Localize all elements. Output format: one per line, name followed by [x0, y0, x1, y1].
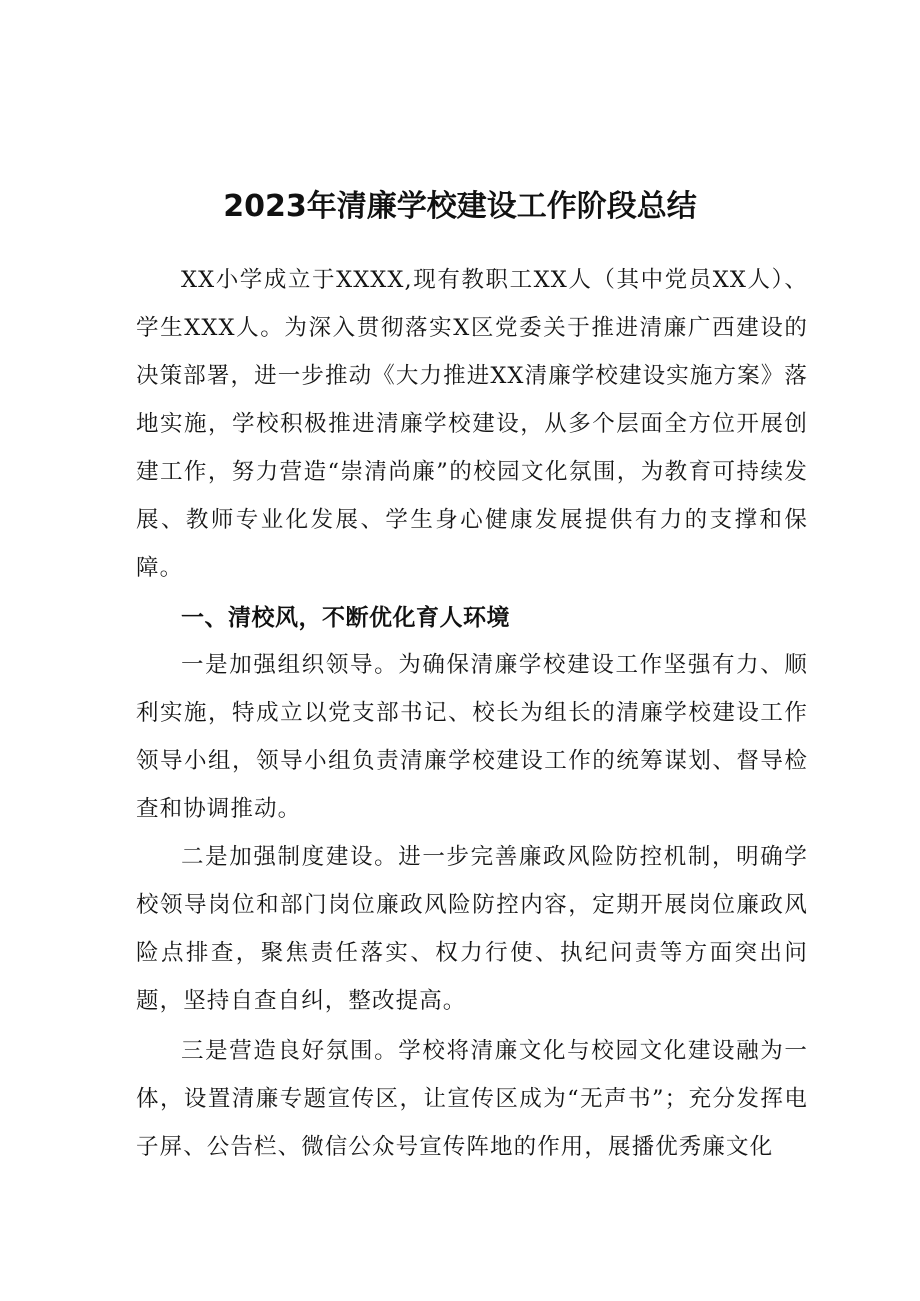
paragraph-atmosphere: 三是营造良好氛围。学校将清廉文化与校园文化建设融为一体，设置清廉专题宣传区，让宣传区成为“无声书”；充分发挥电子屏、公告栏、微信公众号宣传阵地的作用，展播优秀廉文化 — [136, 1038, 808, 1160]
paragraph-organization: 一是加强组织领导。为确保清廉学校建设工作坚强有力、顺利实施，特成立以党支部书记、校长为组长的清廉学校建设工作领导小组，领导小组负责清廉学校建设工作的统筹谋划、督导检查和协调推动。 — [136, 652, 808, 822]
document-title: 2023年清廉学校建设工作阶段总结 — [223, 189, 697, 225]
paragraph-system: 二是加强制度建设。进一步完善廉政风险防控机制，明确学校领导岗位和部门岗位廉政风险防控内容，定期开展岗位廉政风险点排查，聚焦责任落实、权力行使、执纪问责等方面突出问题，坚持自查自纠，整改提高。 — [136, 844, 808, 1014]
section-heading: 一、清校风，不断优化育人环境 — [181, 605, 510, 631]
intro-paragraph: XX小学成立于XXXX,现有教职工XX人（其中党员XX人）、学生XXX人。为深入贯彻落实X区党委关于推进清廉广西建设的决策部署，进一步推动《大力推进XX清廉学校建设实施方案》落地实施，学校积极推进清廉学校建设，从多个层面全方位开展创建工作，努力营造“崇清尚廉”的校园文化氛围，为教育可持续发展、教师专业化发展、学生身心健康发展提供有力的支撑和保障。 — [136, 267, 808, 581]
